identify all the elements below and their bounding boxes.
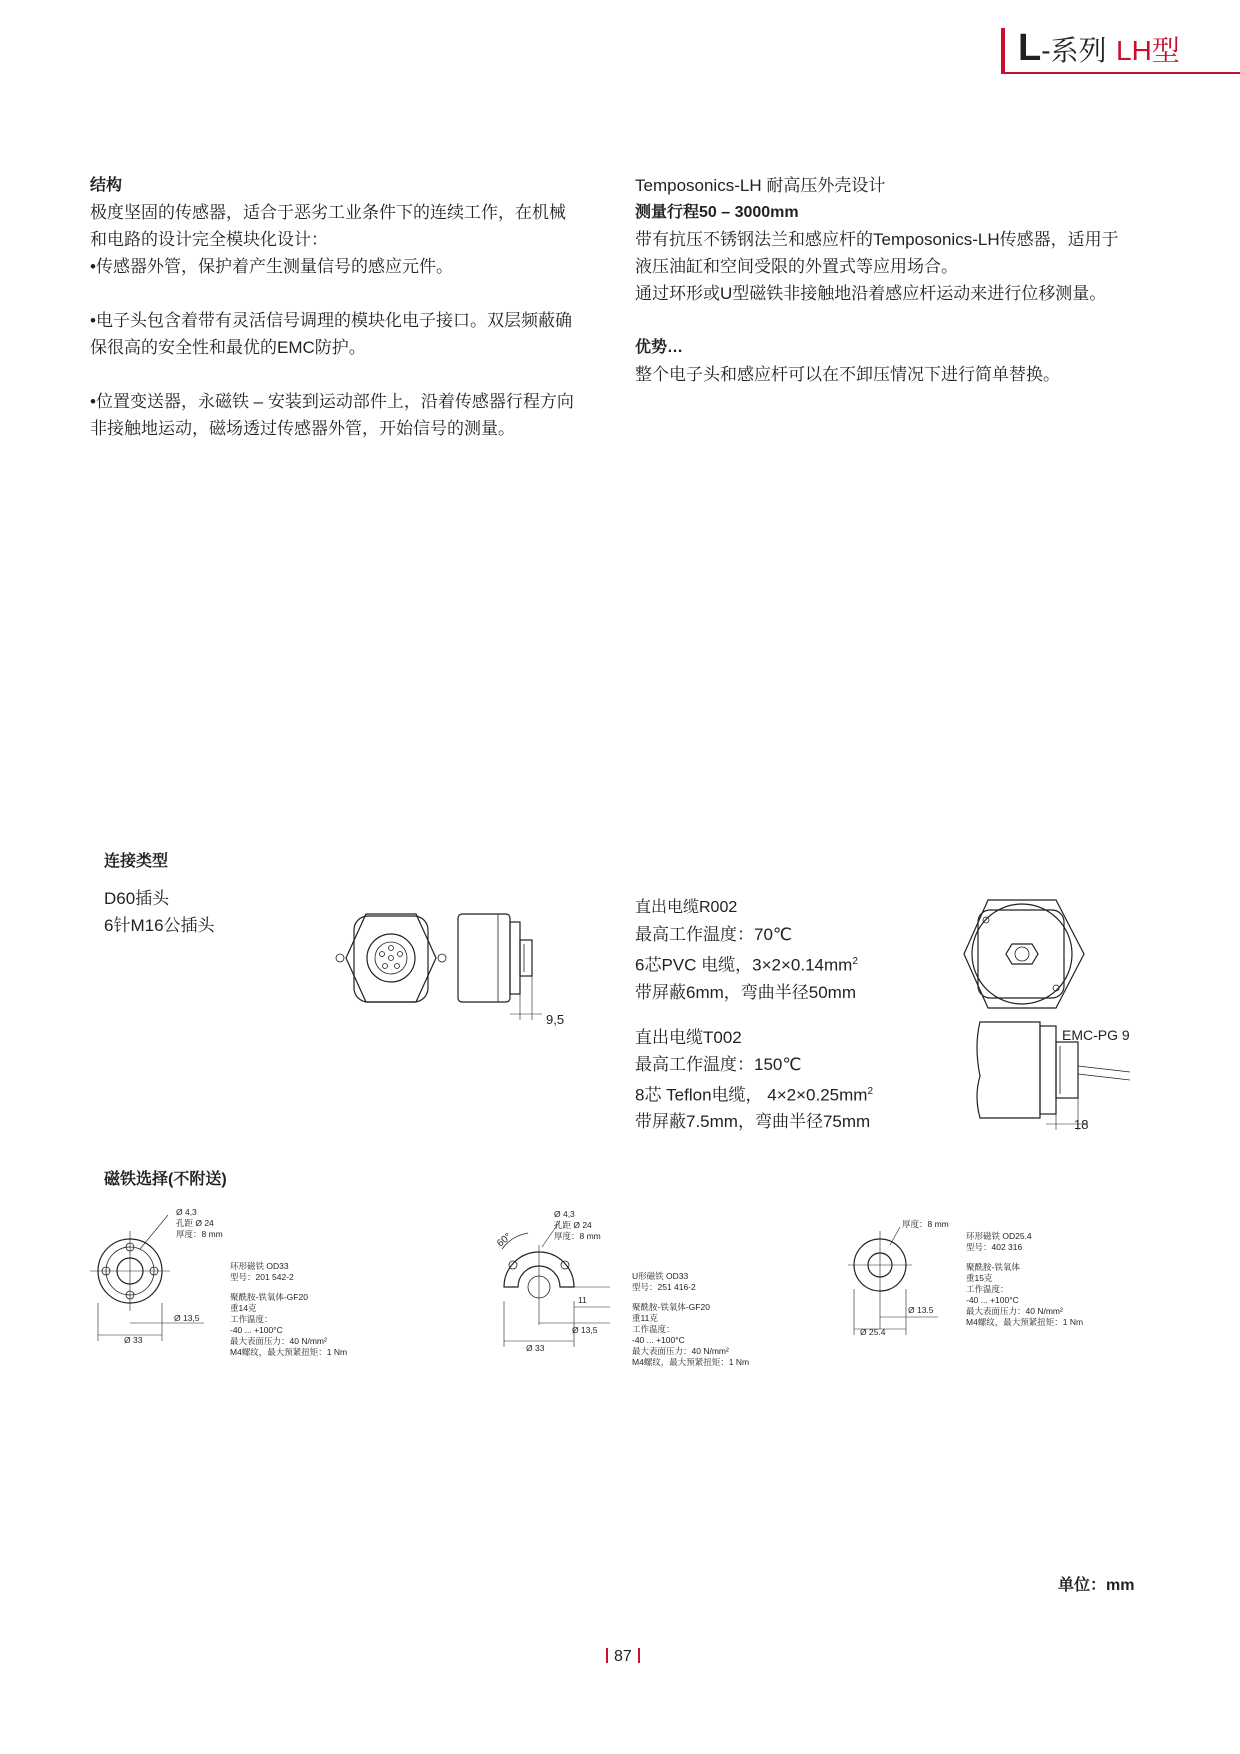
intro-line1: 带有抗压不锈钢法兰和感应杆的Temposonics-LH传感器，适用于: [635, 230, 1119, 249]
m2-l7: 最大表面压力：40 N/mm²: [632, 1346, 729, 1356]
m3-l4: 重15克: [966, 1273, 993, 1283]
intro-section: [635, 172, 1195, 388]
m2-l4: 重11克: [632, 1313, 658, 1323]
m2-l8: M4螺纹，最大预紧扭矩：1 Nm: [632, 1357, 750, 1367]
magnet-section-title-wrap: [104, 1166, 227, 1193]
m1-l5: 工作温度：: [230, 1314, 273, 1324]
d60-drawing: [320, 900, 580, 1040]
r002-cable: 6芯PVC 电缆，3×2×0.14mm: [635, 955, 853, 975]
structure-line2: 和电路的设计完全模块化设计：: [90, 230, 328, 249]
series-mid: -系列: [1041, 35, 1107, 66]
r002-shield: 带屏蔽6mm，弯曲半径50mm: [635, 982, 857, 1002]
d60-dim-9-5: 9,5: [546, 1012, 565, 1027]
m1-l2: 型号：201 542-2: [230, 1272, 294, 1282]
m2-pitch: 孔距 Ø 24: [554, 1220, 592, 1230]
intro-line2: 液压油缸和空间受限的外置式等应用场合。: [635, 257, 958, 276]
magnet-drawings: [90, 1205, 1150, 1395]
m3-l7: 最大表面压力：40 N/mm²: [966, 1306, 1063, 1316]
series-model: LH型: [1116, 35, 1180, 66]
header-accent-bar: [1001, 28, 1005, 72]
intro-range: 测量行程50 – 3000mm: [635, 204, 799, 221]
sensor-drawing: [0, 520, 1240, 820]
m2-hole: Ø 4,3: [554, 1209, 575, 1219]
m1-hole: Ø 4,3: [176, 1207, 197, 1217]
cable-drawing: [950, 896, 1140, 1136]
m3-l1: 环形磁铁 OD25.4: [966, 1231, 1032, 1241]
connection-title: 连接类型: [104, 853, 169, 870]
r002-cable-line: [635, 948, 873, 979]
m2-angle: 60°: [495, 1231, 514, 1250]
emc-label: EMC-PG 9: [1062, 1027, 1130, 1043]
m1-l4: 重14克: [230, 1303, 257, 1313]
advantage-title: 优势…: [635, 339, 684, 356]
m3-thick: 厚度：8 mm: [902, 1219, 949, 1229]
r002-sup: 2: [852, 956, 858, 967]
m1-l8: M4螺纹，最大预紧扭矩：1 Nm: [230, 1347, 348, 1357]
m1-pitch: 孔距 Ø 24: [176, 1218, 214, 1228]
m2-d11: 11: [578, 1295, 587, 1305]
m2-l6: -40 ... +100°C: [632, 1335, 685, 1345]
m2-l3: 聚酰胺-铁氧体-GF20: [632, 1302, 710, 1312]
intro-title: Temposonics-LH 耐高压外壳设计: [635, 176, 886, 195]
t002-shield: 带屏蔽7.5mm，弯曲半径75mm: [635, 1112, 871, 1132]
series-header: [1018, 26, 1180, 73]
m2-d33: Ø 33: [526, 1343, 545, 1353]
m3-d13: Ø 13.5: [908, 1305, 934, 1315]
m1-l6: -40 ... +100°C: [230, 1325, 283, 1335]
m3-l5: 工作温度：: [966, 1284, 1009, 1294]
pin-plug: 6针M16公插头: [104, 916, 215, 935]
ring-magnet-od25-labels: [860, 1219, 1083, 1337]
magnet-section-title: 磁铁选择(不附送): [104, 1171, 227, 1188]
series-letter: L: [1018, 27, 1042, 69]
ring-magnet-od33-labels: [124, 1207, 347, 1358]
m1-thick: 厚度：8 mm: [176, 1229, 223, 1239]
structure-bullet2-l1: •电子头包含着带有灵活信号调理的模块化电子接口。双层频蔽确: [90, 311, 572, 330]
t002-title: 直出电缆T002: [635, 1027, 742, 1047]
r002-temp: 最高工作温度：70℃: [635, 925, 793, 944]
unit-footer: 单位：mm: [1058, 1577, 1135, 1594]
m1-d13: Ø 13,5: [174, 1313, 200, 1323]
t002-cable: 8芯 Teflon电缆， 4×2×0.25mm: [635, 1085, 868, 1105]
d60-plug: D60插头: [104, 889, 170, 908]
m3-d25: Ø 25.4: [860, 1327, 886, 1337]
m3-l6: -40 ... +100°C: [966, 1295, 1019, 1305]
cable-specs: [635, 894, 873, 1135]
structure-bullet2-l2: 保很高的安全性和最优的EMC防护。: [90, 338, 366, 357]
m2-l5: 工作温度：: [632, 1324, 675, 1334]
page-number-wrap: [600, 1648, 646, 1666]
cable-dim-18: 18: [1074, 1117, 1089, 1132]
m1-d33: Ø 33: [124, 1335, 143, 1345]
r002-title: 直出电缆R002: [635, 899, 738, 916]
structure-bullet1: •传感器外管，保护着产生测量信号的感应元件。: [90, 257, 453, 276]
advantage-text: 整个电子头和感应杆可以在不卸压情况下进行简单替换。: [635, 365, 1060, 384]
m2-l1: U形磁铁 OD33: [632, 1271, 689, 1281]
m2-l2: 型号：251 416-2: [632, 1282, 696, 1292]
m1-l3: 聚酰胺-铁氧体-GF20: [230, 1292, 308, 1302]
t002-cable-line: [635, 1078, 873, 1109]
m1-l7: 最大表面压力：40 N/mm²: [230, 1336, 327, 1346]
m3-l8: M4螺纹，最大预紧扭矩：1 Nm: [966, 1317, 1084, 1327]
m1-l1: 环形磁铁 OD33: [230, 1261, 289, 1271]
page-number: 87: [614, 1648, 632, 1665]
intro-line3: 通过环形或U型磁铁非接触地沿着感应杆运动来进行位移测量。: [635, 284, 1107, 303]
u-magnet-od33-labels: [495, 1209, 749, 1368]
m2-d13: Ø 13,5: [572, 1325, 598, 1335]
structure-bullet3-l2: 非接触地运动，磁场透过传感器外管，开始信号的测量。: [90, 419, 515, 438]
structure-title: 结构: [90, 177, 123, 194]
structure-section: [90, 172, 610, 442]
t002-temp: 最高工作温度：150℃: [635, 1054, 802, 1074]
m2-thick: 厚度：8 mm: [554, 1231, 601, 1241]
structure-line1: 极度坚固的传感器，适合于恶劣工业条件下的连续工作，在机械: [90, 203, 566, 222]
ring-magnet-od25: [848, 1227, 938, 1335]
connection-section: [104, 848, 215, 939]
m3-l2: 型号：402 316: [966, 1242, 1023, 1252]
structure-bullet3-l1: •位置变送器，永磁铁 – 安装到运动部件上，沿着传感器行程方向: [90, 392, 574, 411]
t002-sup: 2: [867, 1085, 874, 1097]
m3-l3: 聚酰胺-铁氧体: [966, 1262, 1020, 1272]
